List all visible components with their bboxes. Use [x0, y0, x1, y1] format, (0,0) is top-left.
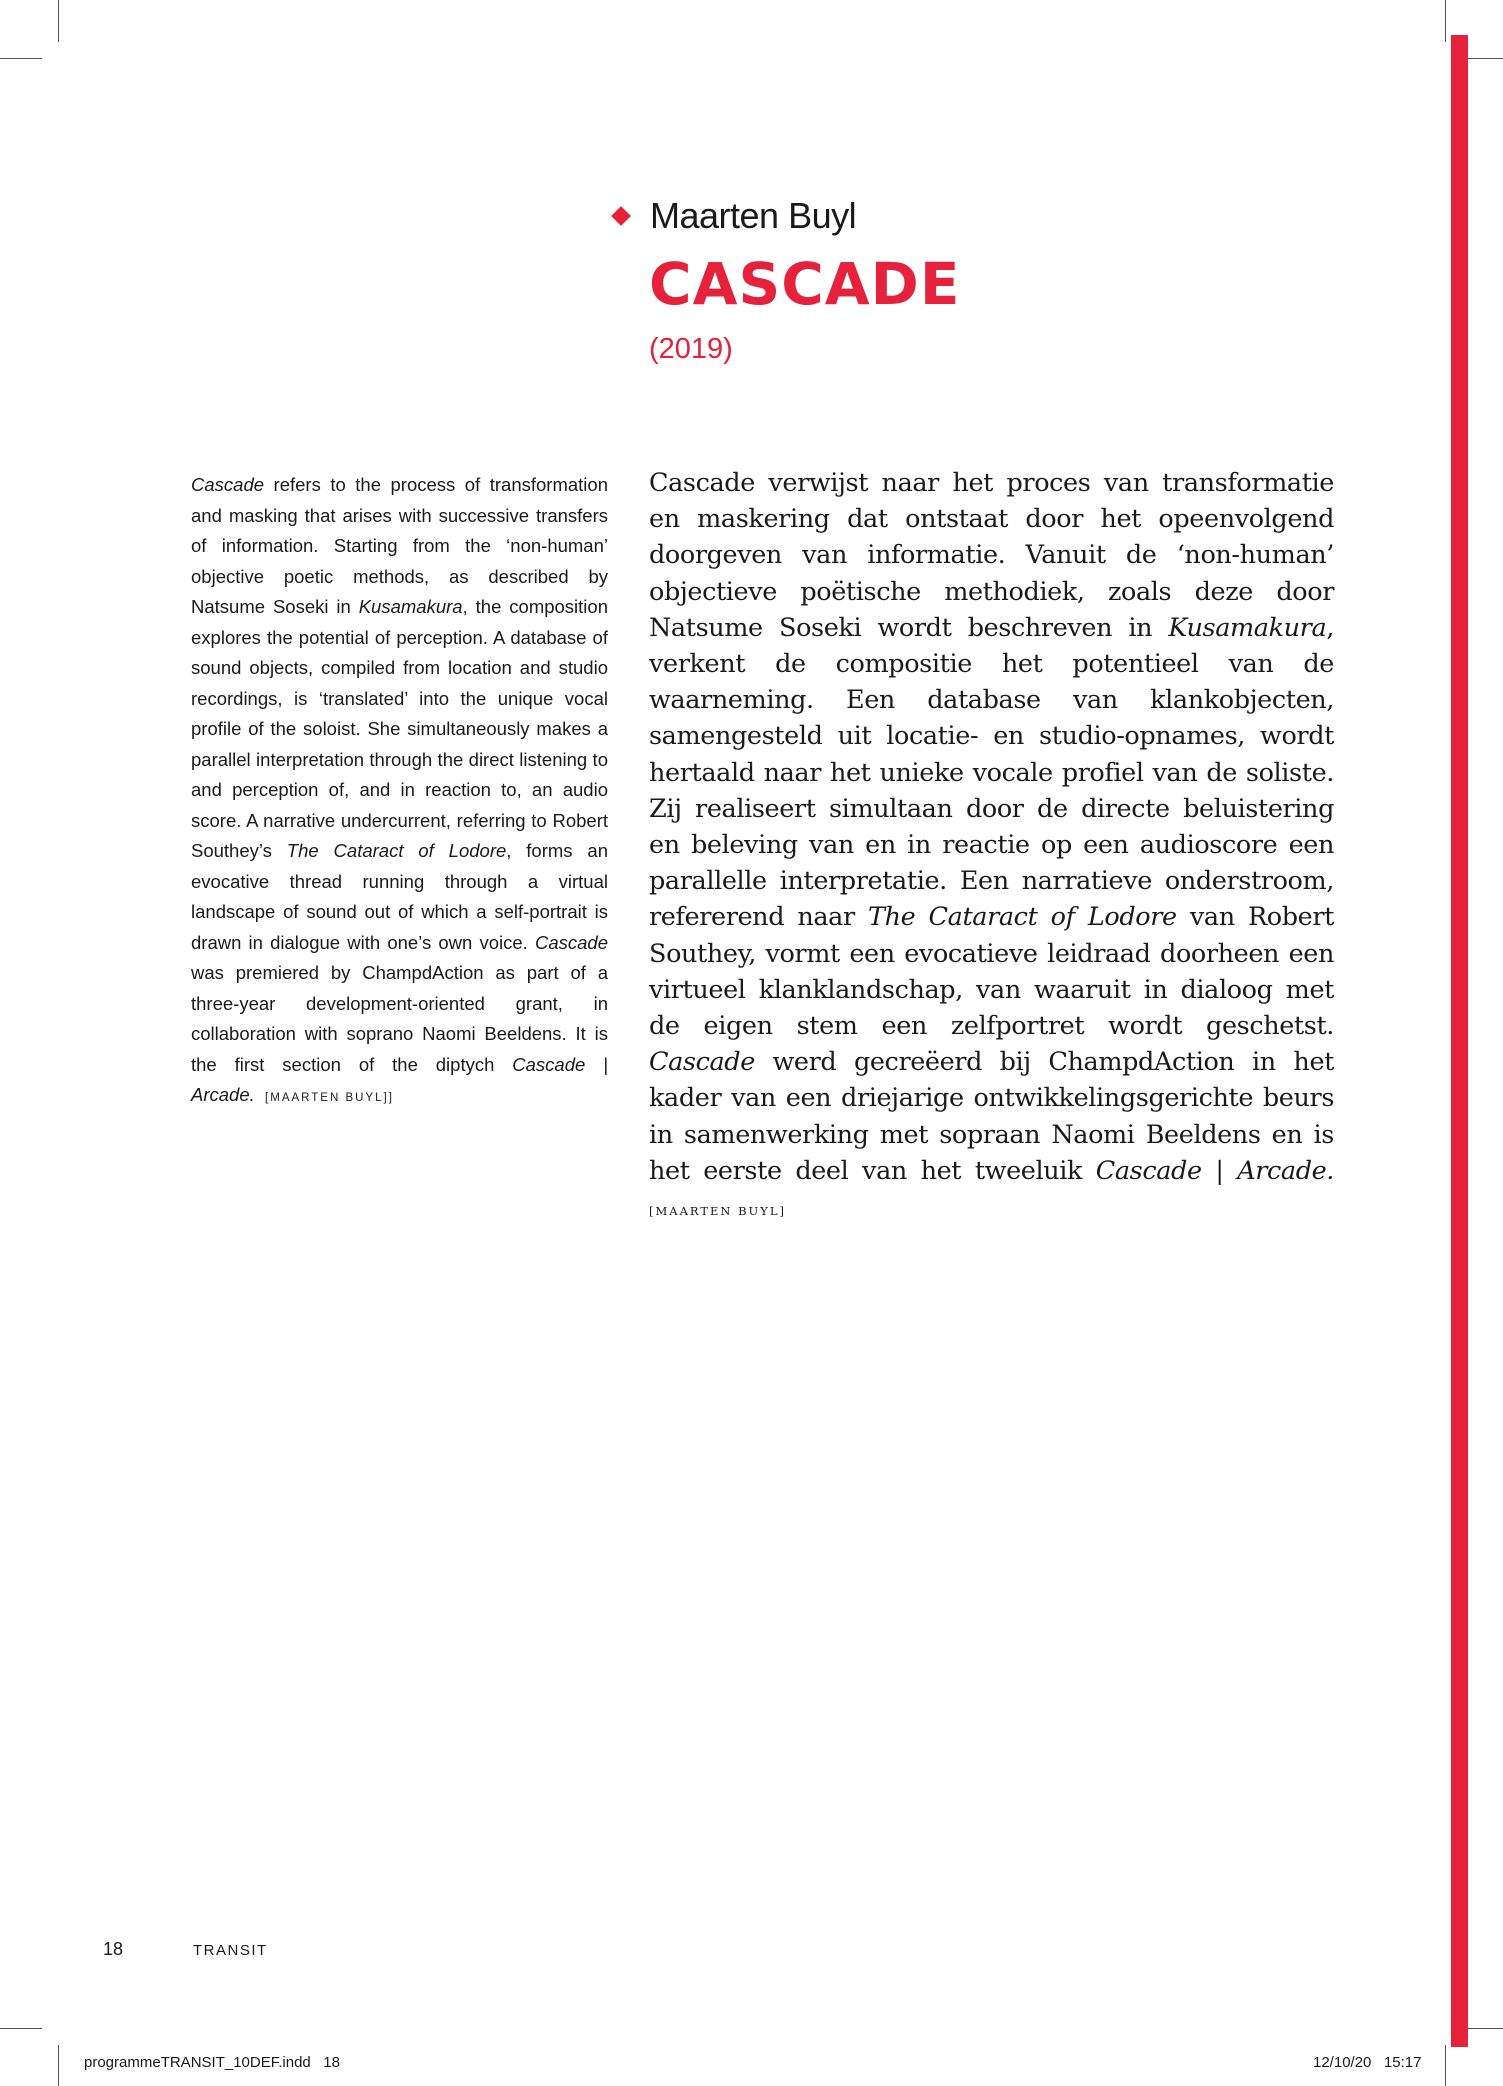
composer-row — [610, 195, 960, 237]
text-italic: Cascade — [191, 474, 265, 495]
crop-mark — [58, 2045, 59, 2086]
crop-mark — [1445, 0, 1446, 42]
crop-mark — [58, 0, 59, 42]
english-description — [191, 470, 608, 1114]
text-italic: The Cataract of Lodore — [286, 840, 507, 861]
text-italic: Cascade — [649, 1047, 755, 1078]
piece-title: CASCADE — [649, 250, 961, 318]
text-run: , forms an evocative thread running through a virtual landscape of sound out of which a self-portrait is drawn in dialogue with one’s own voice. — [191, 840, 608, 953]
slug-timestamp: 12/10/20 15:17 — [1313, 2054, 1422, 2071]
text-run: Cascade verwijst naar het proces van transformatie en maskering dat ontstaat door het opeenvolgend doorgeven van informatie. Vanuit de ‘non-human’ objectieve poëtische methodiek, zoals deze door Natsume Soseki wordt beschreven in — [649, 468, 1334, 643]
text-italic: Cascade | Arcade. — [191, 1053, 608, 1105]
text-run: , the composition explores the potential of perception. A database of sound objects, compiled from location and studio recordings, is ‘translated’ into the unique vocal profile of the soloist. She simultaneously makes a parallel interpretation through the direct listening to and perception of, and in reaction to, an audio score. A narrative undercurrent, referring to Robert Southey’s — [191, 596, 608, 861]
diamond-bullet-icon — [611, 206, 631, 226]
text-run: refers to the process of transformation and masking that arises with successive transfers of information. Starting from the ‘non-human’ objective poetic methods, as described by Natsume Soseki in — [191, 474, 608, 617]
crop-mark — [0, 58, 42, 59]
crop-mark — [0, 2028, 42, 2029]
composer-name: Maarten Buyl — [650, 195, 857, 236]
running-title: TRANSIT — [193, 1942, 268, 1959]
text-italic: Kusamakura — [1168, 612, 1327, 643]
dutch-description — [649, 465, 1334, 1229]
text-italic: Kusamakura — [358, 596, 463, 617]
author-signature: [MAARTEN BUYL] — [649, 1204, 786, 1219]
text-italic: The Cataract of Lodore — [867, 902, 1177, 933]
accent-edge-bar — [1451, 35, 1468, 2047]
text-run: was premiered by ChampdAction as part of a three-year development-oriented grant, in collaboration with soprano Naomi Beeldens. It is the first section of the diptych — [191, 962, 608, 1075]
piece-header — [610, 195, 960, 366]
crop-mark — [1445, 2045, 1446, 2086]
text-run: werd gecreëerd bij ChampdAction in het kader van een driejarige ontwikkelingsgerichte beurs in samenwerking met sopraan Naomi Beeldens en is het eerste deel van het tweeluik — [649, 1047, 1334, 1186]
text-run: van Robert Southey, vormt een evocatieve leidraad doorheen een virtueel klanklandschap, van waaruit in dialoog met de eigen stem een zelfportret wordt geschetst. — [649, 902, 1334, 1042]
text-run: , verkent de compositie het potentieel van de waarneming. Een database van klankobjecten, samengesteld uit locatie- en studio-opnames, wordt hertaald naar het unieke vocale profiel van de soliste. Zij realiseert simultaan door de directe beluistering en beleving van en in reactie op een audioscore een parallelle interpretatie. Een narratieve onderstroom, refererend naar — [649, 612, 1334, 933]
author-signature: [MAARTEN BUYL]] — [265, 1092, 394, 1104]
slug-filename: programmeTRANSIT_10DEF.indd 18 — [84, 2054, 340, 2071]
page-number: 18 — [103, 1939, 124, 1959]
text-italic: Cascade | Arcade. — [1095, 1155, 1335, 1186]
piece-year: (2019) — [649, 333, 733, 365]
crop-mark — [1462, 58, 1503, 59]
text-italic: Cascade — [534, 931, 608, 953]
crop-mark — [1462, 2028, 1503, 2029]
